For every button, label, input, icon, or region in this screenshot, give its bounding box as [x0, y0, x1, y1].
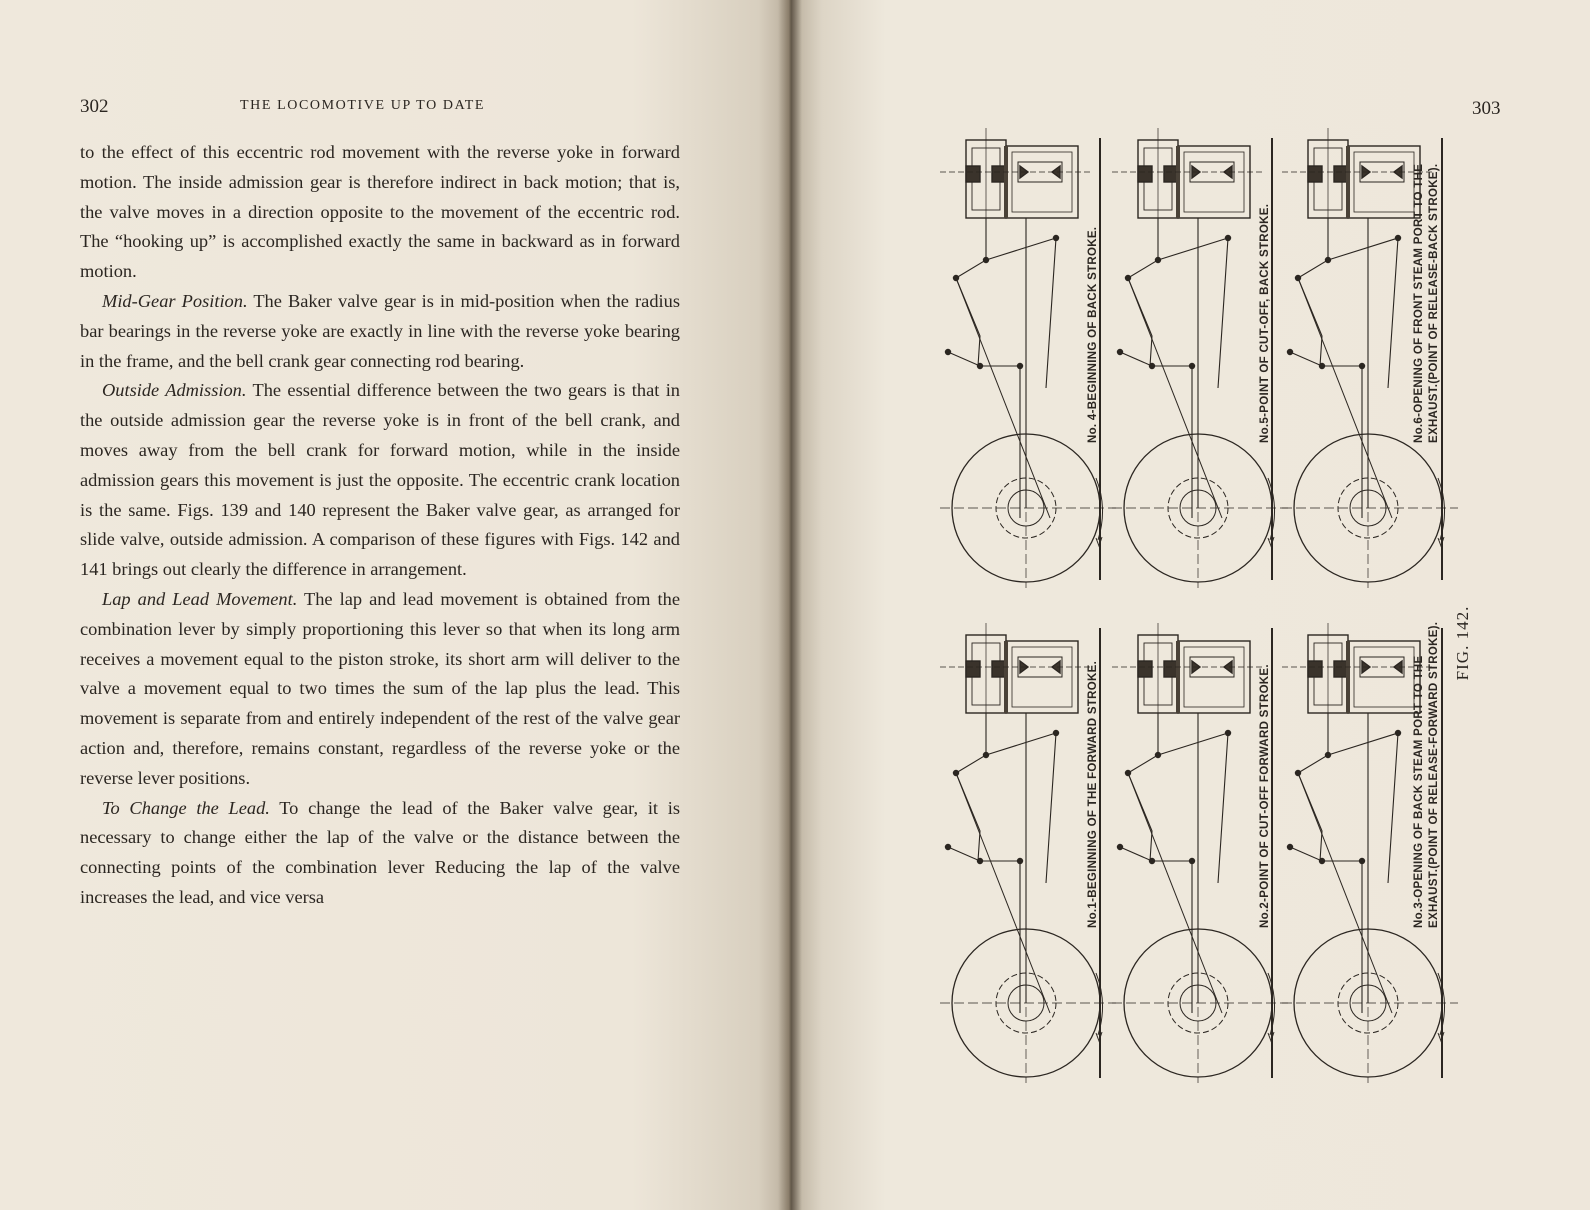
paragraph-mid-gear [80, 287, 680, 376]
body-text [80, 138, 680, 913]
text-outside-admission: The essential difference between the two gears is that in the outside admission gear the reverse yoke is in front of the bell crank, and moves away from the bell crank for forward motion, while in the inside admission gears this movement is just the opposite. The eccentric crank location is the same. Figs. 139 and 140 represent the Baker valve gear, as arranged for slide valve, outside admission. A comparison of these figures with Figs. 142 and 141 brings out clearly the difference in arrangement. [80, 380, 680, 580]
valve-gear-diagram [920, 118, 1480, 1098]
figure-caption: FIG. 142. [1453, 605, 1472, 681]
running-head-title: THE LOCOMOTIVE UP TO DATE [240, 98, 486, 113]
paragraph-1: to the effect of this eccentric rod movement with the reverse yoke in forward motion. The inside admission gear is therefore indirect in back motion; that is, the valve moves in a direction opposite to the movement of the eccentric rod. The “hooking up” is accomplished exactly the same in backward as in forward motion. [80, 142, 680, 282]
text-change-lead: To change the lead of the Baker valve gear, it is necessary to change either the lap of the valve or the distance between the connecting points of the combination lever Reducing the lap of the valve increases the lead, and vice versa [80, 797, 680, 907]
page-number-left: 302 [80, 96, 109, 117]
paragraph-lap-lead [80, 585, 680, 794]
label-no3-line2: EXHAUST.(POINT OF RELEASE-FORWARD STROKE). [1428, 621, 1440, 928]
label-no4: No. 4-BEGINNING OF BACK STROKE. [1087, 226, 1099, 443]
label-no1: No.1-BEGINNING OF THE FORWARD STROKE. [1087, 660, 1099, 928]
label-no3-line1: No.3-OPENING OF BACK STEAM PORT TO THE [1413, 655, 1425, 928]
label-no6-line2: EXHAUST.(POINT OF RELEASE-BACK STROKE). [1428, 163, 1440, 443]
heading-lap-lead: Lap and Lead Movement. [102, 588, 298, 609]
book-gutter [778, 0, 802, 1210]
paragraph-change-lead [80, 794, 680, 913]
label-no5: No.5-POINT OF CUT-OFF, BACK STROKE. [1259, 203, 1271, 443]
text-mid-gear: The Baker valve gear is in mid-position when the radius bar bearings in the reverse yoke are exactly in line with the reverse yoke bearing in the frame, and the bell crank gear connecting rod bearing. [80, 290, 680, 371]
paragraph-outside-admission [80, 376, 680, 585]
running-head [80, 96, 680, 120]
heading-change-lead: To Change the Lead. [102, 797, 270, 818]
label-no2: No.2-POINT OF CUT-OFF FORWARD STROKE. [1259, 664, 1271, 928]
page-number-right: 303 [1472, 98, 1501, 119]
text-lap-lead: The lap and lead movement is obtained from the combination lever by simply proportioning this lever so that when its long arm receives a movement equal to the piston stroke, its short arm will deliver to the valve a movement equal to two times the sum of the lap plus the lead. This movement is separate from and entirely independent of the rest of the valve gear action and, therefore, remains constant, regardless of the reverse yoke or the reverse lever positions. [80, 588, 680, 788]
heading-mid-gear: Mid-Gear Position. [102, 290, 248, 311]
left-page [0, 0, 790, 1210]
label-no6-line1: No.6-OPENING OF FRONT STEAM PORT TO THE [1413, 163, 1425, 443]
heading-outside-admission: Outside Admission. [102, 380, 247, 401]
valve-gear-figure [920, 118, 1480, 1098]
